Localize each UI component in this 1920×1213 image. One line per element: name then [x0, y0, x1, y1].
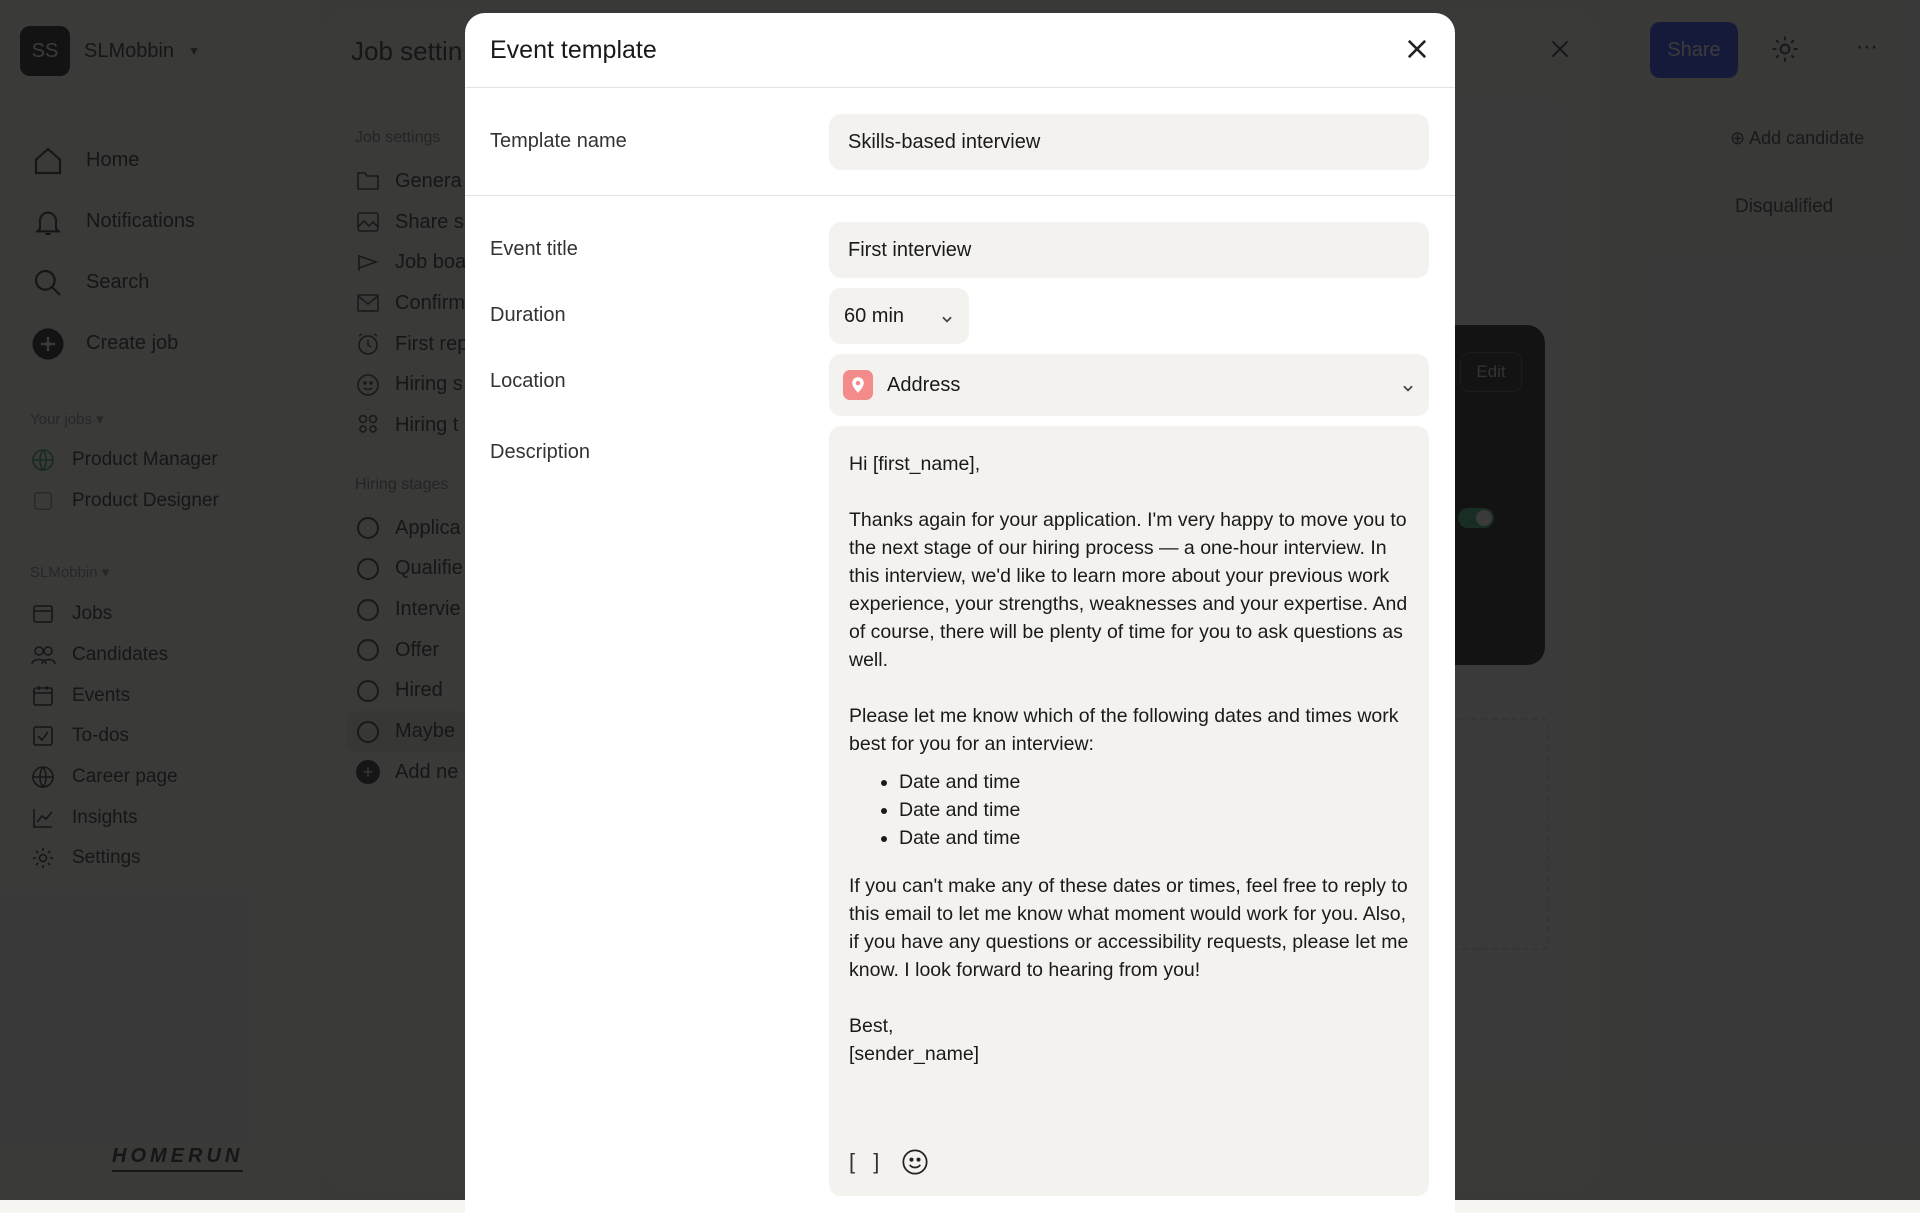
event-title-field[interactable] [829, 222, 1429, 278]
duration-select[interactable] [829, 288, 969, 344]
description-sender: [sender_name] [849, 1043, 980, 1065]
template-name-label: Template name [490, 130, 627, 152]
close-icon[interactable] [1403, 35, 1433, 65]
event-title-label: Event title [490, 238, 578, 260]
template-name-input[interactable] [829, 114, 1429, 170]
duration-value: 60 min [844, 304, 905, 327]
location-label: Location [490, 370, 566, 392]
list-item: • Date and time [899, 796, 1409, 824]
list-item: • Date and time [899, 824, 1409, 852]
description-editor[interactable] [829, 426, 1429, 1196]
description-paragraph: If you can't make any of these dates or times, feel free to reply to this email to let me know what moment would work for you. Also, if you have any questions or accessibility requests, please let me know. I look forward to hearing from you! [849, 875, 1409, 981]
location-select[interactable] [829, 354, 1429, 416]
event-template-modal [465, 13, 1455, 1213]
list-item: • Date and time [899, 768, 1409, 796]
chevron-down-icon [1401, 378, 1415, 392]
description-paragraph: Thanks again for your application. I'm very happy to move you to the next stage of our hiring process — a one-hour interview. In this interview, we'd like to learn more about your previous work experience, your strengths, weaknesses and your expertise. And of course, there will be plenty of time for you to ask questions as well. [849, 509, 1408, 671]
description-bullet-list [849, 768, 1409, 852]
description-paragraph: Please let me know which of the following dates and times work best for you for an interview: [849, 705, 1399, 755]
insert-variable-button[interactable]: [ ] [849, 1149, 886, 1174]
template-name-field[interactable] [829, 114, 1429, 170]
description-label: Description [490, 441, 591, 463]
description-greeting: Hi [first_name], [849, 453, 981, 475]
description-signoff: Best, [849, 1015, 894, 1037]
editor-toolbar [849, 1148, 929, 1176]
modal-header [465, 13, 1455, 88]
duration-label: Duration [490, 304, 566, 326]
chevron-down-icon [940, 309, 954, 323]
map-pin-icon [843, 370, 873, 400]
event-title-input[interactable] [829, 222, 1429, 278]
emoji-icon[interactable] [901, 1148, 929, 1176]
location-value: Address [887, 373, 961, 396]
section-divider [465, 195, 1455, 196]
modal-title: Event template [490, 36, 657, 64]
